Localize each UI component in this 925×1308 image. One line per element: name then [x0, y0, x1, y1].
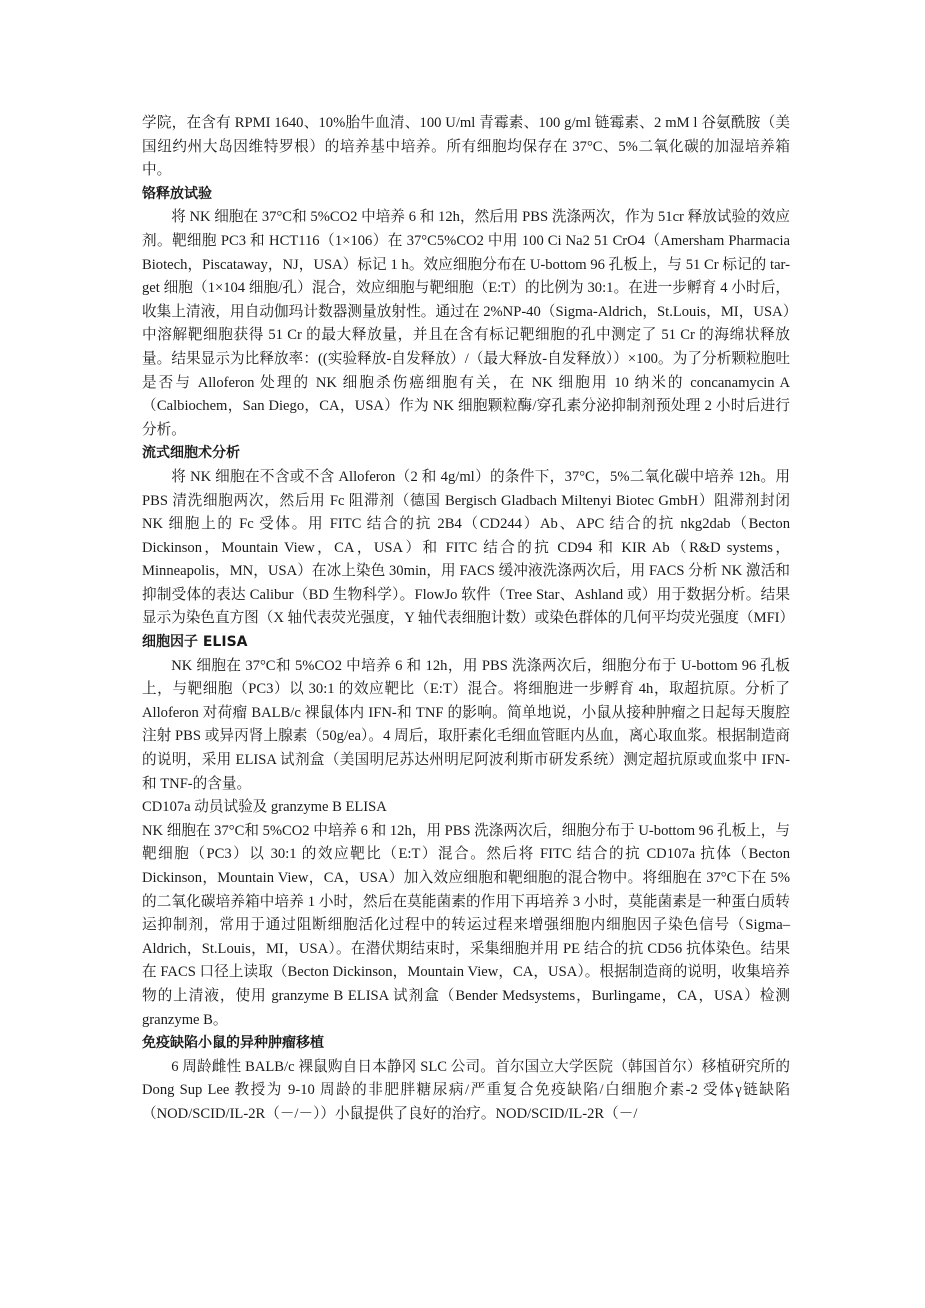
section-heading-chromium-release: 铬释放试验: [142, 185, 212, 202]
section-body-flow-cytometry: 将 NK 细胞在不含或不含 Alloferon（2 和 4g/ml）的条件下，37°C，5%二氧化碳中培养 12h。用 PBS 清洗细胞两次，然后用 Fc 阻滞剂（德国 Bergisch Gladbach Miltenyi Biotec GmbH）阻滞剂封闭 NK 细胞上的 Fc 受体。用 FITC 结合的抗 2B4（CD244）Ab、APC 结合的抗 nkg2dab（Becton Dickinson，Mountain View，CA，USA）和 FITC 结合的抗 CD94 和 KIR Ab（R&D systems，Minneapolis，MN，USA）在冰上染色 30min，用 FACS 缓冲液洗涤两次后，用 FACS 分析 NK 激活和抑制受体的表达 Calibur（BD 生物科学）。FlowJo 软件（Tree Star、Ashland 或）用于数据分析。结果显示为染色直方图（X 轴代表荧光强度，Y 轴代表细胞计数）或染色群体的几何平均荧光强度（MFI）: [142, 468, 795, 627]
section-heading-cd107a: CD107a 动员试验及 granzyme B ELISA: [142, 799, 387, 816]
section-heading-cytokine-elisa: 细胞因子 ELISA: [142, 634, 248, 651]
section-body-xenograft: 6 周龄雌性 BALB/c 裸鼠购自日本静冈 SLC 公司。首尔国立大学医院（韩国首尔）移植研究所的 Dong Sup Lee 教授为 9-10 周龄的非肥胖糖尿病/严重复合免疫缺陷/白细胞介素-2 受体γ链缺陷（NOD/SCID/IL-2R（－/－））小鼠提供了良好的治疗。NOD/SCID/IL-2R（－/: [142, 1058, 790, 1122]
section-body-cytokine-elisa: NK 细胞在 37°C和 5%CO2 中培养 6 和 12h，用 PBS 洗涤两次后，细胞分布于 U-bottom 96 孔板上，与靶细胞（PC3）以 30:1 的效应靶比（E:T）混合。将细胞进一步孵育 4h，取超抗原。分析了 Alloferon 对荷瘤 BALB/c 裸鼠体内 IFN-和 TNF 的影响。简单地说，小鼠从接种肿瘤之日起每天腹腔注射 PBS 或异丙肾上腺素（50g/ea）。4 周后，取肝素化毛细血管眶内丛血，离心取血浆。根据制造商的说明，采用 ELISA 试剂盒（美国明尼苏达州明尼阿波利斯市研发系统）测定超抗原或血浆中 IFN-和 TNF-的含量。: [142, 657, 790, 792]
section-heading-flow-cytometry: 流式细胞术分析: [142, 445, 240, 462]
intro-paragraph: 学院，在含有 RPMI 1640、10%胎牛血清、100 U/ml 青霉素、100 g/ml 链霉素、2 mM l 谷氨酰胺（美国纽约州大岛因维特罗根）的培养基中培养。所有细胞均保存在 37°C、5%二氧化碳的加湿培养箱中。: [142, 115, 790, 179]
section-heading-xenograft: 免疫缺陷小鼠的异种肿瘤移植: [142, 1035, 324, 1052]
document-page: [142, 112, 795, 1127]
section-body-cd107a: NK 细胞在 37°C和 5%CO2 中培养 6 和 12h，用 PBS 洗涤两次后，细胞分布于 U-bottom 96 孔板上，与靶细胞（PC3）以 30:1 的效应靶比（E:T）混合。然后将 FITC 结合的抗 CD107a 抗体（Becton Dickinson，Mountain View，CA，USA）加入效应细胞和靶细胞的混合物中。将细胞在 37°C下在 5%的二氧化碳培养箱中培养 1 小时，然后在莫能菌素的作用下再培养 3 小时，莫能菌素是一种蛋白质转运抑制剂，常用于通过阻断细胞活化过程中的转运过程来增强细胞内细胞因子染色信号（Sigma–Aldrich，St.Louis，MI，USA）。在潜伏期结束时，采集细胞并用 PE 结合的抗 CD56 抗体染色。结果在 FACS 口径上读取（Becton Dickinson，Mountain View，CA，USA）。根据制造商的说明，收集培养物的上清液，使用 granzyme B ELISA 试剂盒（Bender Medsystems，Burlingame，CA，USA）检测 granzyme B。: [142, 822, 790, 1028]
section-body-chromium-release: 将 NK 细胞在 37°C和 5%CO2 中培养 6 和 12h，然后用 PBS 洗涤两次，作为 51cr 释放试验的效应剂。靶细胞 PC3 和 HCT116（1×106）在 37°C5%CO2 中用 100 Ci Na2 51 CrO4（Amersham Pharmacia Biotech，Piscataway，NJ，USA）标记 1 h。效应细胞分布在 U-bottom 96 孔板上，与 51 Cr 标记的 tar-get 细胞（1×104 细胞/孔）混合，效应细胞与靶细胞（E:T）的比例为 30:1。在进一步孵育 4 小时后，收集上清液，用自动伽玛计数器测量放射性。通过在 2%NP-40（Sigma-Aldrich，St.Louis，MI，USA）中溶解靶细胞获得 51 Cr 的最大释放量，并且在含有标记靶细胞的孔中测定了 51 Cr 的海绵状释放量。结果显示为比释放率：((实验释放-自发释放）/（最大释放-自发释放））×100。为了分析颗粒胞吐是否与 Alloferon 处理的 NK 细胞杀伤癌细胞有关，在 NK 细胞用 10 纳米的 concanamycin A（Calbiochem，San Diego，CA，USA）作为 NK 细胞颗粒酶/穿孔素分泌抑制剂预处理 2 小时后进行分析。: [142, 209, 790, 438]
